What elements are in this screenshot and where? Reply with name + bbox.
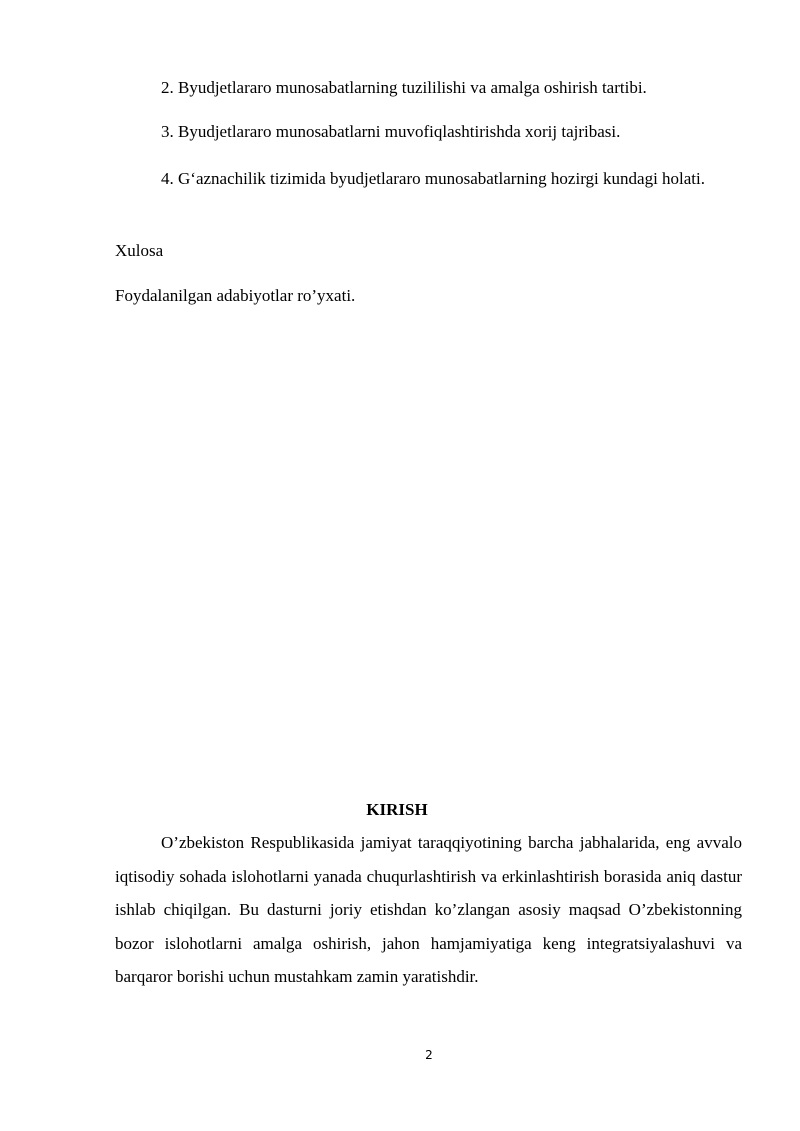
toc-item-2: 2. Byudjetlararo munosabatlarning tuzililishi va amalga oshirish tartibi. [161, 78, 647, 97]
intro-paragraph: O’zbekiston Respublikasida jamiyat taraqqiyotining barcha jabhalarida, eng avvalo iqtisodiy sohada islohotlarni yanada chuqurlashtirish va erkinlashtirish borasida aniq dastur ishlab chiqilgan. Bu dasturni joriy etishdan ko’zlangan asosiy maqsad O’zbekistonning bozor islohotlarni amalga oshirish, jahon hamjamiyatiga keng integratsiyalashuvi va barqaror borishi uchun mustahkam zamin yaratishdir. [115, 833, 742, 986]
toc-conclusion: Xulosa [115, 241, 164, 260]
toc-item-4: 4. G‘aznachilik tizimida byudjetlararo munosabatlarning hozirgi kundagi holati. [161, 169, 706, 188]
toc-references: Foydalanilgan adabiyotlar ro’yxati. [115, 286, 356, 305]
toc-item-3: 3. Byudjetlararo munosabatlarni muvofiqlashtirishda xorij tajribasi. [161, 122, 621, 141]
page-number: 2 [425, 1048, 433, 1062]
section-heading-text: KIRISH [366, 800, 428, 819]
section-heading [0, 799, 800, 820]
